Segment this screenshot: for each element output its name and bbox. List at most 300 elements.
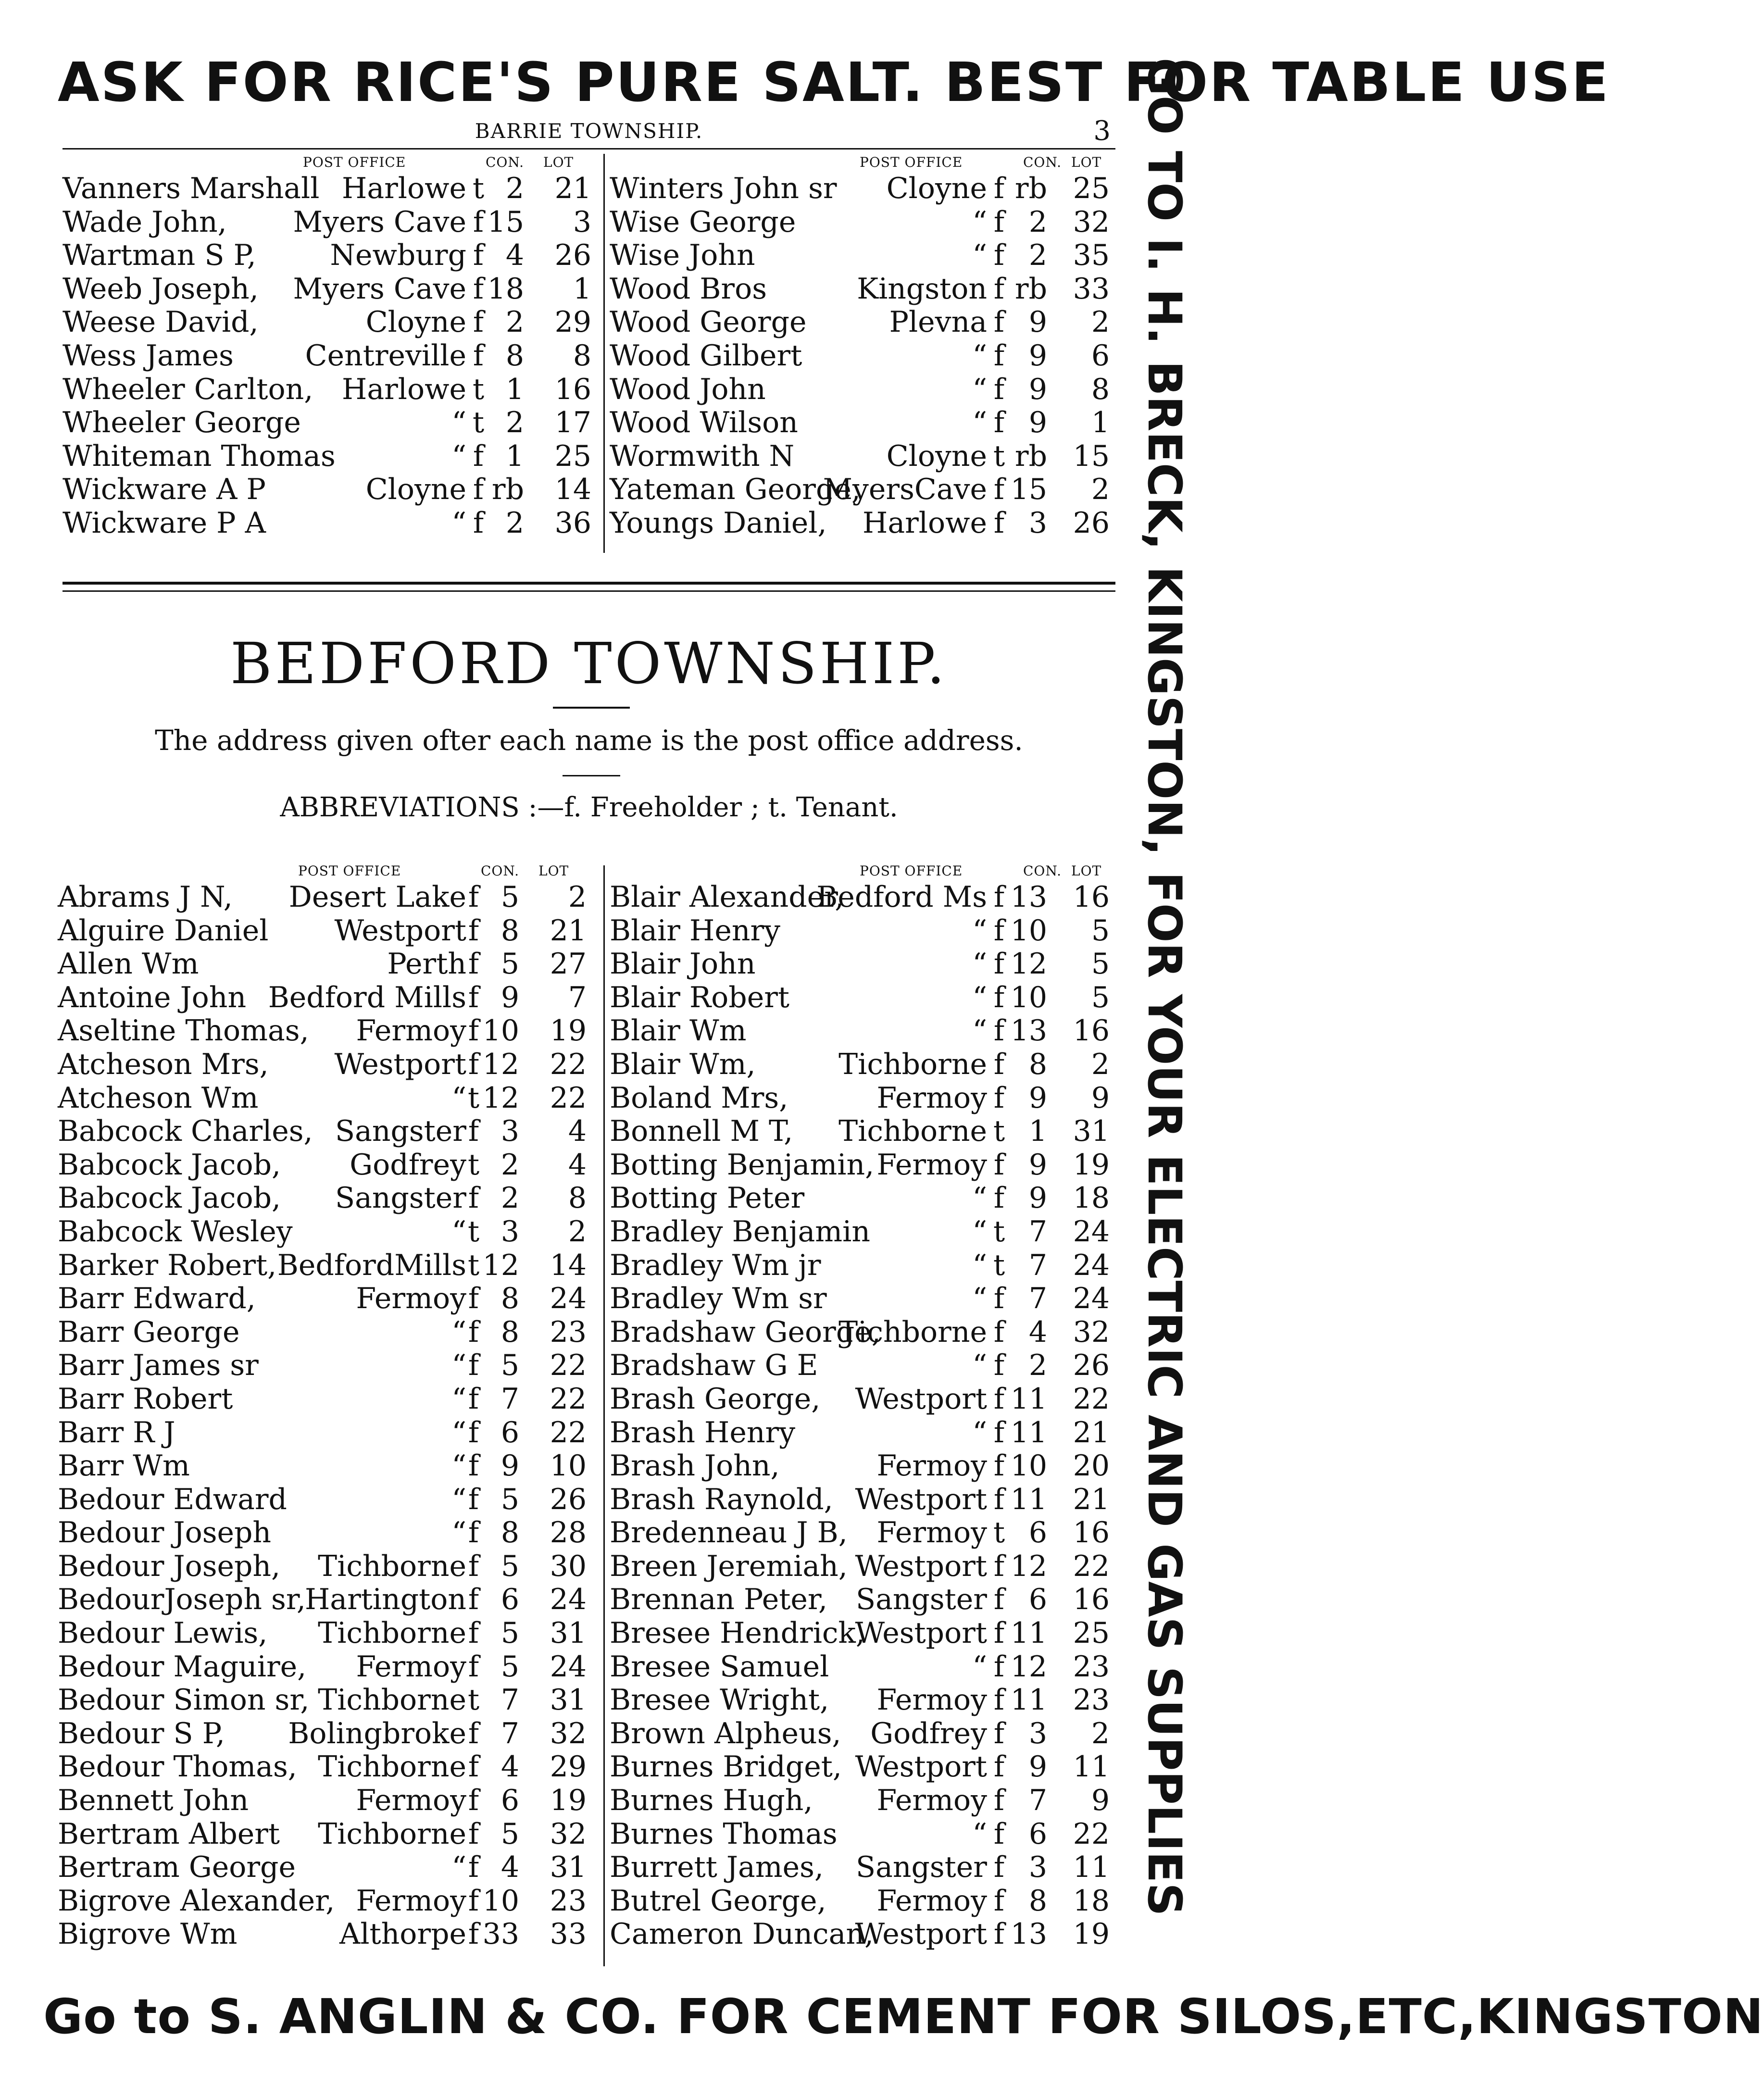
entry-lot: 33 xyxy=(1073,272,1110,306)
bedford-note: The address given ofter each name is the post office address. xyxy=(155,724,1023,757)
entry-name: Babcock Charles, xyxy=(58,1114,313,1149)
entry-lot: 21 xyxy=(550,913,587,948)
list-item xyxy=(610,206,1119,239)
list-item xyxy=(63,473,599,507)
entry-status: t xyxy=(993,1516,1005,1550)
post-office-header: POST OFFICE xyxy=(860,863,963,879)
list-item xyxy=(610,1617,1119,1650)
entry-lot: 33 xyxy=(550,1917,587,1951)
entry-lot: 2 xyxy=(568,1214,587,1249)
entry-lot: 25 xyxy=(554,439,591,473)
entry-status: f xyxy=(993,338,1005,373)
barrie-right-column xyxy=(610,153,1119,540)
entry-concession: 7 xyxy=(1028,1784,1047,1818)
entry-lot: 22 xyxy=(550,1081,587,1115)
entry-concession: 6 xyxy=(1028,1516,1047,1550)
entry-status: f xyxy=(993,1850,1005,1885)
post-office-header: POST OFFICE xyxy=(860,154,963,170)
entry-concession: rb xyxy=(1014,272,1047,306)
list-item xyxy=(610,1149,1119,1182)
entry-name: Bedour Joseph, xyxy=(58,1549,281,1583)
entry-concession: 2 xyxy=(1028,205,1047,239)
entry-name: Bennett John xyxy=(58,1784,249,1818)
entry-name: Blair Henry xyxy=(610,913,781,948)
entry-status: f xyxy=(473,205,484,239)
entry-status: t xyxy=(472,406,485,440)
list-item xyxy=(610,1383,1119,1416)
entry-concession: 8 xyxy=(500,1516,519,1550)
entry-lot: 23 xyxy=(550,1315,587,1349)
entry-concession: 2 xyxy=(1028,238,1047,273)
entry-name: Bigrove Wm xyxy=(58,1917,238,1951)
con-header: CON. xyxy=(486,154,524,170)
entry-name: Blair Alexander, xyxy=(610,880,844,914)
entry-status: f xyxy=(468,1014,479,1048)
entry-concession: 3 xyxy=(1028,1716,1047,1750)
entry-name: Wickware P A xyxy=(63,506,266,540)
entry-concession: 5 xyxy=(500,1549,519,1583)
entry-name: Antoine John xyxy=(58,980,247,1014)
entry-lot: 22 xyxy=(550,1349,587,1383)
list-item xyxy=(63,306,599,339)
entry-name: Bradley Wm jr xyxy=(610,1248,821,1282)
entry-name: Brash Henry xyxy=(610,1415,796,1449)
entry-status: f xyxy=(993,1616,1005,1650)
list-item xyxy=(610,1316,1119,1349)
entry-post-office: Fermoy xyxy=(876,1148,987,1182)
running-head xyxy=(63,114,1115,148)
entry-name: Alguire Daniel xyxy=(58,913,269,948)
entry-name: Bedour Edward xyxy=(58,1482,287,1516)
entry-post-office: “ xyxy=(451,406,466,440)
entry-status: f xyxy=(468,947,479,981)
entry-post-office: “ xyxy=(972,1282,987,1316)
entry-concession: 12 xyxy=(1010,1649,1047,1684)
entry-post-office: “ xyxy=(451,1516,466,1550)
entry-lot: 16 xyxy=(1073,880,1110,914)
entry-name: Barr James sr xyxy=(58,1349,259,1383)
entry-status: f xyxy=(993,1081,1005,1115)
entry-name: Wood Bros xyxy=(610,272,767,306)
list-item xyxy=(610,1182,1119,1215)
entry-status: f xyxy=(993,1817,1005,1851)
entry-status: f xyxy=(993,1282,1005,1316)
entry-name: Babcock Jacob, xyxy=(58,1181,281,1215)
entry-name: Weeb Joseph, xyxy=(63,272,259,306)
entry-concession: 2 xyxy=(1028,1349,1047,1383)
list-item xyxy=(610,1717,1119,1751)
list-item xyxy=(58,1014,599,1048)
entry-status: t xyxy=(467,1214,480,1249)
entry-concession: rb xyxy=(1014,439,1047,473)
entry-lot: 4 xyxy=(568,1114,587,1149)
list-item xyxy=(58,1215,599,1249)
running-head-title: BARRIE TOWNSHIP. xyxy=(475,119,703,143)
entry-concession: rb xyxy=(491,473,524,507)
entry-status: f xyxy=(468,880,479,914)
entry-name: Bertram Albert xyxy=(58,1817,280,1851)
entry-concession: 3 xyxy=(1028,506,1047,540)
entry-post-office: Hartington xyxy=(304,1583,466,1617)
entry-name: Bradshaw George, xyxy=(610,1315,881,1349)
list-item xyxy=(610,339,1119,373)
entry-lot: 2 xyxy=(1091,305,1110,339)
entry-concession: 12 xyxy=(1010,1549,1047,1583)
entry-name: Aseltine Thomas, xyxy=(58,1014,309,1048)
list-item xyxy=(610,172,1119,206)
entry-status: f xyxy=(468,1415,479,1449)
entry-status: t xyxy=(467,1081,480,1115)
entry-status: f xyxy=(473,272,484,306)
entry-status: f xyxy=(993,1349,1005,1383)
section-rule-thin xyxy=(63,590,1115,592)
entry-lot: 22 xyxy=(1073,1549,1110,1583)
list-item xyxy=(610,1449,1119,1483)
page-number: 3 xyxy=(1093,115,1111,147)
entry-post-office: Sangster xyxy=(335,1114,466,1149)
entry-lot: 22 xyxy=(1073,1817,1110,1851)
entry-post-office: “ xyxy=(451,506,466,540)
entry-post-office: Westport xyxy=(855,1750,987,1784)
entry-lot: 28 xyxy=(550,1516,587,1550)
entry-status: f xyxy=(468,1549,479,1583)
entry-status: f xyxy=(468,1750,479,1784)
entry-status: f xyxy=(468,1784,479,1818)
entry-concession: 18 xyxy=(487,272,524,306)
entry-post-office: Tichborne xyxy=(318,1549,466,1583)
entry-lot: 23 xyxy=(1073,1683,1110,1717)
entry-lot: 26 xyxy=(1073,506,1110,540)
entry-post-office: Westport xyxy=(855,1549,987,1583)
entry-post-office: Sangster xyxy=(335,1181,466,1215)
header-rule xyxy=(63,148,1115,150)
list-item xyxy=(610,1516,1119,1550)
entry-lot: 30 xyxy=(550,1549,587,1583)
entry-concession: 15 xyxy=(487,205,524,239)
list-item xyxy=(63,273,599,306)
column-header xyxy=(610,862,1119,881)
entry-concession: 1 xyxy=(1028,1114,1047,1149)
entry-lot: 31 xyxy=(1073,1114,1110,1149)
entry-post-office: “ xyxy=(972,1248,987,1282)
post-office-header: POST OFFICE xyxy=(303,154,406,170)
entry-status: f xyxy=(993,913,1005,948)
entry-concession: 8 xyxy=(1028,1047,1047,1081)
entry-post-office: “ xyxy=(972,238,987,273)
entry-concession: 10 xyxy=(1010,980,1047,1014)
entry-post-office: “ xyxy=(451,1214,466,1249)
entry-name: Bedour S P, xyxy=(58,1716,225,1750)
list-item xyxy=(610,914,1119,948)
list-item xyxy=(58,1316,599,1349)
entry-lot: 26 xyxy=(550,1482,587,1516)
entry-status: f xyxy=(468,1616,479,1650)
entry-lot: 11 xyxy=(1073,1850,1110,1885)
entry-name: Wood Gilbert xyxy=(610,338,802,373)
list-item xyxy=(610,273,1119,306)
entry-name: Babcock Jacob, xyxy=(58,1148,281,1182)
entry-concession: 11 xyxy=(1010,1616,1047,1650)
entry-name: Wade John, xyxy=(63,205,227,239)
entry-lot: 24 xyxy=(550,1649,587,1684)
top-advertisement: ASK FOR RICE'S PURE SALT. BEST FOR TABLE USE xyxy=(58,51,1610,114)
entry-status: f xyxy=(468,980,479,1014)
list-item xyxy=(58,1383,599,1416)
entry-post-office: BedfordMills xyxy=(277,1248,466,1282)
entry-status: f xyxy=(993,1181,1005,1215)
entry-status: f xyxy=(993,980,1005,1014)
entry-concession: 7 xyxy=(1028,1248,1047,1282)
entry-post-office: “ xyxy=(972,372,987,406)
entry-concession: 13 xyxy=(1010,1917,1047,1951)
entry-post-office: Myers Cave xyxy=(293,272,466,306)
entry-concession: 11 xyxy=(1010,1683,1047,1717)
list-item xyxy=(58,1583,599,1617)
entry-name: Wormwith N xyxy=(610,439,795,473)
entry-post-office: “ xyxy=(972,1415,987,1449)
list-item xyxy=(58,1818,599,1851)
section-rule-thick xyxy=(63,582,1115,585)
entry-concession: 13 xyxy=(1010,1014,1047,1048)
entry-concession: 11 xyxy=(1010,1382,1047,1416)
entry-status: f xyxy=(468,1884,479,1918)
list-item xyxy=(58,1617,599,1650)
entry-name: Babcock Wesley xyxy=(58,1214,293,1249)
entry-name: Brash George, xyxy=(610,1382,821,1416)
entry-post-office: “ xyxy=(972,1214,987,1249)
list-item xyxy=(58,981,599,1015)
entry-lot: 21 xyxy=(1073,1415,1110,1449)
entry-lot: 14 xyxy=(554,473,591,507)
entry-post-office: “ xyxy=(972,947,987,981)
entry-concession: 7 xyxy=(500,1683,519,1717)
entry-concession: 6 xyxy=(1028,1817,1047,1851)
entry-concession: 6 xyxy=(500,1784,519,1818)
entry-name: Bradley Benjamin xyxy=(610,1214,870,1249)
entry-name: Whiteman Thomas xyxy=(63,439,336,473)
entry-concession: 13 xyxy=(1010,880,1047,914)
list-item xyxy=(610,1784,1119,1818)
entry-name: Atcheson Mrs, xyxy=(58,1047,269,1081)
entry-lot: 2 xyxy=(1091,1047,1110,1081)
entry-status: f xyxy=(468,1482,479,1516)
entry-name: Bedour Joseph xyxy=(58,1516,272,1550)
entry-lot: 24 xyxy=(550,1282,587,1316)
list-item xyxy=(610,1282,1119,1316)
post-office-header: POST OFFICE xyxy=(298,863,401,879)
entry-name: Bresee Samuel xyxy=(610,1649,829,1684)
entry-status: f xyxy=(993,305,1005,339)
entry-status: f xyxy=(993,1917,1005,1951)
entry-post-office: Tichborne xyxy=(318,1683,466,1717)
entry-post-office: Tichborne xyxy=(838,1114,987,1149)
list-item xyxy=(63,440,599,474)
entry-post-office: Sangster xyxy=(855,1850,987,1885)
entry-post-office: “ xyxy=(451,1382,466,1416)
entry-status: f xyxy=(468,1449,479,1483)
entry-post-office: Fermoy xyxy=(876,1884,987,1918)
entry-post-office: Tichborne xyxy=(318,1750,466,1784)
entry-concession: 4 xyxy=(500,1850,519,1885)
entry-post-office: Godfrey xyxy=(350,1148,466,1182)
list-item xyxy=(58,1249,599,1283)
entry-post-office: “ xyxy=(451,1081,466,1115)
entry-name: Wood John xyxy=(610,372,766,406)
entry-status: f xyxy=(993,1750,1005,1784)
entry-name: Youngs Daniel, xyxy=(610,506,827,540)
list-item xyxy=(610,507,1119,540)
list-item xyxy=(58,1349,599,1383)
entry-post-office: Westport xyxy=(334,1047,466,1081)
entry-name: Barr George xyxy=(58,1315,240,1349)
entry-concession: rb xyxy=(1014,172,1047,205)
entry-concession: 8 xyxy=(500,913,519,948)
entry-name: Brash John, xyxy=(610,1449,780,1483)
list-item xyxy=(63,206,599,239)
entry-concession: 10 xyxy=(1010,1449,1047,1483)
entry-name: Wartman S P, xyxy=(63,238,256,273)
entry-concession: 4 xyxy=(505,238,524,273)
entry-concession: 5 xyxy=(500,947,519,981)
entry-name: Blair Wm xyxy=(610,1014,747,1048)
entry-post-office: Westport xyxy=(855,1917,987,1951)
entry-concession: 2 xyxy=(505,506,524,540)
entry-name: Cameron Duncan, xyxy=(610,1917,874,1951)
entry-lot: 29 xyxy=(554,305,591,339)
list-item xyxy=(610,1014,1119,1048)
entry-status: f xyxy=(993,1884,1005,1918)
entry-post-office: Fermoy xyxy=(356,1014,466,1048)
entry-status: f xyxy=(473,506,484,540)
entry-status: f xyxy=(473,238,484,273)
list-item xyxy=(610,473,1119,507)
entry-status: f xyxy=(993,947,1005,981)
entry-concession: 10 xyxy=(1010,913,1047,948)
entry-lot: 25 xyxy=(1073,1616,1110,1650)
entry-post-office: Fermoy xyxy=(356,1884,466,1918)
entry-concession: 7 xyxy=(1028,1282,1047,1316)
list-item xyxy=(58,1516,599,1550)
lot-header: LOT xyxy=(1071,154,1102,170)
list-item xyxy=(58,1182,599,1215)
entry-concession: 9 xyxy=(1028,338,1047,373)
entry-lot: 15 xyxy=(1073,439,1110,473)
entry-name: Wise John xyxy=(610,238,755,273)
entry-post-office: Westport xyxy=(855,1482,987,1516)
entry-status: f xyxy=(993,1549,1005,1583)
list-item xyxy=(610,1818,1119,1851)
entry-post-office: Myers Cave xyxy=(293,205,466,239)
lot-header: LOT xyxy=(538,863,569,879)
entry-lot: 24 xyxy=(550,1583,587,1617)
entry-lot: 8 xyxy=(568,1181,587,1215)
entry-name: Burnes Hugh, xyxy=(610,1784,813,1818)
entry-lot: 16 xyxy=(1073,1014,1110,1048)
entry-name: Barr Edward, xyxy=(58,1282,256,1316)
entry-status: f xyxy=(993,1047,1005,1081)
entry-concession: 9 xyxy=(500,980,519,1014)
entry-concession: 15 xyxy=(1010,473,1047,507)
entry-post-office: “ xyxy=(972,1649,987,1684)
entry-concession: 5 xyxy=(500,1349,519,1383)
entry-name: Bradshaw G E xyxy=(610,1349,818,1383)
con-header: CON. xyxy=(1023,154,1062,170)
list-item xyxy=(610,1851,1119,1885)
entry-status: f xyxy=(993,1683,1005,1717)
entry-name: Abrams J N, xyxy=(58,880,233,914)
entry-concession: 9 xyxy=(1028,305,1047,339)
entry-lot: 9 xyxy=(1091,1784,1110,1818)
entry-name: Weese David, xyxy=(63,305,259,339)
entry-name: Botting Peter xyxy=(610,1181,805,1215)
entry-post-office: “ xyxy=(972,1014,987,1048)
entry-post-office: “ xyxy=(451,439,466,473)
entry-name: BedourJoseph sr, xyxy=(58,1583,306,1617)
entry-status: t xyxy=(467,1148,480,1182)
entry-status: f xyxy=(473,338,484,373)
entry-lot: 32 xyxy=(550,1716,587,1750)
list-item xyxy=(58,1851,599,1885)
list-item xyxy=(58,1750,599,1784)
entry-concession: 3 xyxy=(500,1214,519,1249)
list-item xyxy=(610,1082,1119,1115)
entry-name: Barr Wm xyxy=(58,1449,190,1483)
column-header xyxy=(610,153,1119,172)
list-item xyxy=(610,1918,1119,1951)
entry-status: f xyxy=(993,372,1005,406)
entry-status: f xyxy=(993,1784,1005,1818)
entry-status: f xyxy=(993,1014,1005,1048)
entry-lot: 19 xyxy=(550,1784,587,1818)
list-item xyxy=(610,1483,1119,1517)
bedford-right-column xyxy=(610,862,1119,1951)
entry-concession: 7 xyxy=(500,1382,519,1416)
list-item xyxy=(58,1416,599,1450)
entry-concession: 5 xyxy=(500,1817,519,1851)
entry-post-office: Perth xyxy=(387,947,466,981)
entry-name: Bedour Simon sr, xyxy=(58,1683,310,1717)
entry-concession: 2 xyxy=(505,406,524,440)
entry-post-office: “ xyxy=(451,1315,466,1349)
entry-status: t xyxy=(472,172,485,205)
list-item xyxy=(58,1684,599,1717)
entry-name: Bigrove Alexander, xyxy=(58,1884,335,1918)
entry-post-office: “ xyxy=(972,913,987,948)
entry-post-office: “ xyxy=(451,1449,466,1483)
entry-lot: 24 xyxy=(1073,1282,1110,1316)
entry-name: Blair Robert xyxy=(610,980,790,1014)
entry-lot: 24 xyxy=(1073,1248,1110,1282)
entry-lot: 26 xyxy=(1073,1349,1110,1383)
entry-lot: 23 xyxy=(1073,1649,1110,1684)
entry-name: Bresee Hendrick, xyxy=(610,1616,865,1650)
entry-name: Brennan Peter, xyxy=(610,1583,828,1617)
entry-post-office: Tichborne xyxy=(318,1616,466,1650)
list-item xyxy=(58,1784,599,1818)
entry-post-office: Fermoy xyxy=(876,1516,987,1550)
entry-name: Bresee Wright, xyxy=(610,1683,829,1717)
entry-post-office: Tichborne xyxy=(318,1817,466,1851)
entry-name: Brown Alpheus, xyxy=(610,1716,841,1750)
entry-post-office: Bolingbroke xyxy=(288,1716,466,1750)
entry-name: Barr Robert xyxy=(58,1382,233,1416)
entry-lot: 22 xyxy=(550,1382,587,1416)
entry-post-office: Harlowe xyxy=(863,506,987,540)
entry-lot: 1 xyxy=(1091,406,1110,440)
entry-post-office: Cloyne xyxy=(365,305,466,339)
entry-status: f xyxy=(468,1583,479,1617)
entry-status: f xyxy=(468,1181,479,1215)
